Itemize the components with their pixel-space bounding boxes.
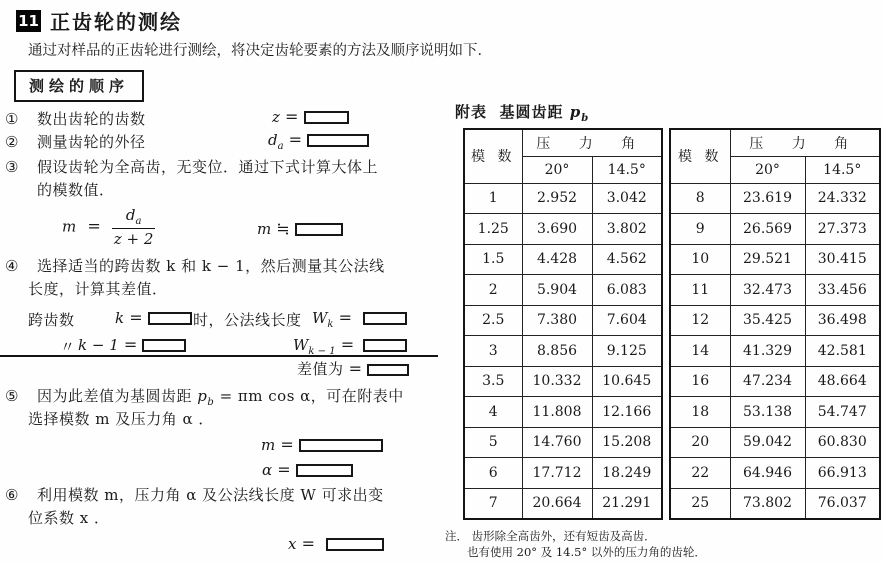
pb-14_5deg-cell: 21.291 bbox=[592, 488, 662, 519]
module-cell: 14 bbox=[670, 336, 730, 367]
section-number-badge bbox=[16, 10, 41, 32]
pb-20deg-cell: 53.138 bbox=[730, 397, 805, 428]
table-row bbox=[670, 244, 880, 275]
pb-14_5deg-cell: 3.042 bbox=[592, 183, 662, 214]
var-x: x bbox=[288, 535, 297, 553]
step3-marker: ③ bbox=[5, 158, 19, 176]
step5-text-line2: 选择模数 m 及压力角 α ． bbox=[28, 410, 214, 428]
blank-x-value bbox=[326, 538, 384, 551]
module-cell: 2.5 bbox=[464, 305, 522, 336]
pb-20deg-cell: 64.946 bbox=[730, 458, 805, 489]
pb-14_5deg-cell: 9.125 bbox=[592, 336, 662, 367]
equals-sign: = bbox=[123, 335, 138, 354]
module-column-header: 模 数 bbox=[670, 129, 730, 183]
pb-14_5deg-cell: 76.037 bbox=[805, 488, 880, 519]
blank-k-minus-1-value bbox=[142, 339, 186, 352]
step3-label-1: 假设齿轮为全高齿，无变位．通过下式计算大体上 bbox=[37, 158, 379, 176]
deg20-column-header: 20° bbox=[522, 156, 592, 183]
step5-marker: ⑤ bbox=[5, 387, 19, 405]
table-row bbox=[464, 427, 662, 458]
approx-equal-sign: ≒ bbox=[276, 219, 290, 238]
var-m: m bbox=[261, 436, 276, 454]
var-pb-title: $p_b$ bbox=[569, 103, 590, 124]
step2-text bbox=[5, 131, 146, 152]
table-row bbox=[670, 397, 880, 428]
pb-14_5deg-cell: 42.581 bbox=[805, 336, 880, 367]
pb-20deg-cell: 41.329 bbox=[730, 336, 805, 367]
step4-text-line1 bbox=[5, 255, 385, 276]
footnote-line2: 也有使用 20° 及 14.5° 以外的压力角的齿轮． bbox=[467, 544, 706, 559]
blank-alpha-value bbox=[296, 464, 353, 477]
table-row bbox=[670, 183, 880, 214]
step5-label-post: = πm cos α，可在附表中 bbox=[219, 387, 404, 405]
var-wk-minus-1: $W_{k - 1}$ bbox=[293, 336, 336, 357]
step1-text bbox=[5, 108, 146, 129]
module-cell: 1.5 bbox=[464, 244, 522, 275]
difference-label: 差值为 bbox=[297, 360, 344, 378]
table-header-row bbox=[464, 129, 662, 156]
pb-14_5deg-cell: 36.498 bbox=[805, 305, 880, 336]
pb-20deg-cell: 29.521 bbox=[730, 244, 805, 275]
footnote-line1: 注． 齿形除全高齿外，还有短齿及高齿． bbox=[445, 529, 656, 543]
pb-14_5deg-cell: 54.747 bbox=[805, 397, 880, 428]
module-cell: 16 bbox=[670, 366, 730, 397]
base-pitch-table-right bbox=[669, 128, 881, 520]
pressure-angle-header: 压 力 角 bbox=[522, 129, 662, 156]
step2-equation bbox=[268, 130, 369, 152]
blank-wk-value bbox=[363, 312, 407, 325]
pb-20deg-cell: 47.234 bbox=[730, 366, 805, 397]
appendix-table-title bbox=[455, 101, 589, 124]
pb-14_5deg-cell: 7.604 bbox=[592, 305, 662, 336]
module-cell: 1.25 bbox=[464, 214, 522, 245]
step6-text-line1 bbox=[5, 484, 384, 505]
pb-20deg-cell: 4.428 bbox=[522, 244, 592, 275]
step2-label: 测量齿轮的外径 bbox=[37, 133, 146, 151]
step6-label-1: 利用模数 m，压力角 α 及公法线长度 W 可求出变 bbox=[37, 486, 384, 504]
table-row bbox=[464, 397, 662, 428]
table-row bbox=[464, 366, 662, 397]
k-minus-1-equation bbox=[78, 335, 186, 354]
step1-equation bbox=[272, 107, 349, 126]
blank-da-value bbox=[307, 134, 369, 147]
pb-14_5deg-cell: 3.802 bbox=[592, 214, 662, 245]
pb-14_5deg-cell: 10.645 bbox=[592, 366, 662, 397]
module-cell: 25 bbox=[670, 488, 730, 519]
pb-14_5deg-cell: 27.373 bbox=[805, 214, 880, 245]
pressure-angle-header: 压 力 角 bbox=[730, 129, 880, 156]
table-row bbox=[670, 427, 880, 458]
var-wk-subscript: k bbox=[327, 319, 334, 330]
appendix-label: 附表 bbox=[455, 103, 488, 121]
deg145-column-header: 14.5° bbox=[805, 156, 880, 183]
blank-difference-value bbox=[367, 364, 409, 376]
pb-20deg-cell: 11.808 bbox=[522, 397, 592, 428]
pb-20deg-cell: 14.760 bbox=[522, 427, 592, 458]
fraction-denominator: z + 2 bbox=[113, 230, 154, 248]
module-cell: 20 bbox=[670, 427, 730, 458]
section-number: 11 bbox=[18, 12, 39, 30]
module-cell: 6 bbox=[464, 458, 522, 489]
pb-20deg-cell: 8.856 bbox=[522, 336, 592, 367]
var-z: z bbox=[272, 108, 280, 126]
m-result-equation bbox=[261, 435, 383, 454]
pb-20deg-cell: 17.712 bbox=[522, 458, 592, 489]
blank-z-value bbox=[304, 111, 349, 124]
blank-m-approx-value bbox=[295, 223, 343, 236]
appendix-title-text: 基圆齿距 bbox=[499, 103, 564, 121]
module-cell: 12 bbox=[670, 305, 730, 336]
k-equation bbox=[115, 308, 192, 327]
pb-14_5deg-cell: 48.664 bbox=[805, 366, 880, 397]
var-da: $d_a$ bbox=[268, 131, 284, 152]
table-header-row bbox=[670, 129, 880, 156]
procedure-heading-box bbox=[14, 70, 144, 102]
step1-label: 数出齿轮的齿数 bbox=[37, 110, 146, 128]
deg20-column-header: 20° bbox=[730, 156, 805, 183]
pb-14_5deg-cell: 60.830 bbox=[805, 427, 880, 458]
formula-lhs-m: m bbox=[62, 217, 77, 236]
pb-20deg-cell: 26.569 bbox=[730, 214, 805, 245]
module-column-header: 模 数 bbox=[464, 129, 522, 183]
module-cell: 3 bbox=[464, 336, 522, 367]
module-cell: 7 bbox=[464, 488, 522, 519]
table-row bbox=[464, 214, 662, 245]
step6-marker: ⑥ bbox=[5, 486, 19, 504]
table-row bbox=[464, 244, 662, 275]
equals-sign: = bbox=[301, 534, 315, 553]
module-cell: 4 bbox=[464, 397, 522, 428]
table-row bbox=[464, 336, 662, 367]
table-row bbox=[670, 366, 880, 397]
base-pitch-table-left bbox=[463, 128, 663, 520]
module-cell: 1 bbox=[464, 183, 522, 214]
span-length-label: 时，公法线长度 bbox=[193, 311, 302, 329]
fraction bbox=[112, 206, 156, 248]
equals-sign: = bbox=[288, 130, 303, 149]
pb-20deg-cell: 5.904 bbox=[522, 275, 592, 306]
footnote bbox=[445, 529, 706, 560]
step4-text-line2: 长度，计算其差值． bbox=[28, 280, 168, 298]
span-teeth-label: 跨齿数 bbox=[28, 311, 75, 329]
equals-sign: = bbox=[340, 335, 355, 354]
table-row bbox=[464, 458, 662, 489]
subtraction-rule-line bbox=[0, 355, 438, 357]
step5-text-line1 bbox=[5, 385, 404, 408]
step4-label-1: 选择适当的跨齿数 k 和 k − 1，然后测量其公法线 bbox=[37, 257, 385, 275]
blank-m-value bbox=[299, 439, 383, 452]
module-cell: 3.5 bbox=[464, 366, 522, 397]
pb-20deg-cell: 2.952 bbox=[522, 183, 592, 214]
module-cell: 9 bbox=[670, 214, 730, 245]
pb-14_5deg-cell: 24.332 bbox=[805, 183, 880, 214]
pb-14_5deg-cell: 30.415 bbox=[805, 244, 880, 275]
numerator-subscript: a bbox=[135, 216, 142, 227]
pb-14_5deg-cell: 18.249 bbox=[592, 458, 662, 489]
equals-sign: = bbox=[277, 460, 291, 479]
pb-20deg-cell: 10.332 bbox=[522, 366, 592, 397]
table-row bbox=[464, 183, 662, 214]
page-title: 正齿轮的测绘 bbox=[50, 10, 182, 34]
table-row bbox=[464, 275, 662, 306]
pb-14_5deg-cell: 12.166 bbox=[592, 397, 662, 428]
approx-lhs-m: m bbox=[257, 220, 272, 238]
wk-minus-1-equation bbox=[293, 335, 407, 357]
module-formula bbox=[62, 206, 161, 248]
step6-text-line2: 位系数 x ． bbox=[28, 509, 110, 527]
fraction-numerator: $d_a$ bbox=[112, 206, 156, 229]
pb-14_5deg-cell: 4.562 bbox=[592, 244, 662, 275]
x-result-equation bbox=[288, 534, 384, 553]
procedure-heading: 测绘的顺序 bbox=[29, 77, 130, 95]
pb-20deg-cell: 35.425 bbox=[730, 305, 805, 336]
equals-sign: = bbox=[285, 107, 299, 126]
step3-text-line2: 的模数值． bbox=[37, 181, 115, 199]
var-k: k bbox=[115, 309, 125, 327]
table-row bbox=[464, 305, 662, 336]
var-k-minus-1: k − 1 bbox=[78, 336, 119, 354]
step1-marker: ① bbox=[5, 110, 19, 128]
module-cell: 5 bbox=[464, 427, 522, 458]
deg145-column-header: 14.5° bbox=[592, 156, 662, 183]
blank-k-value bbox=[148, 312, 192, 325]
table-row bbox=[670, 488, 880, 519]
module-cell: 10 bbox=[670, 244, 730, 275]
table-row bbox=[670, 275, 880, 306]
ditto-mark: 〃 bbox=[60, 338, 76, 356]
var-da-subscript: a bbox=[277, 141, 284, 152]
blank-wk-minus-1-value bbox=[363, 339, 407, 352]
wk-equation bbox=[312, 308, 407, 330]
intro-paragraph: 通过对样品的正齿轮进行测绘，将决定齿轮要素的方法及顺序说明如下． bbox=[28, 43, 492, 59]
pb-20deg-cell: 32.473 bbox=[730, 275, 805, 306]
step2-marker: ② bbox=[5, 133, 19, 151]
table-row bbox=[670, 305, 880, 336]
table-row bbox=[670, 458, 880, 489]
module-cell: 11 bbox=[670, 275, 730, 306]
var-wk-minus-1-subscript: k − 1 bbox=[308, 346, 336, 357]
difference-equation bbox=[297, 358, 409, 379]
pb-14_5deg-cell: 33.456 bbox=[805, 275, 880, 306]
pb-20deg-cell: 23.619 bbox=[730, 183, 805, 214]
var-pb-title-subscript: b bbox=[581, 113, 590, 124]
module-cell: 2 bbox=[464, 275, 522, 306]
step5-label-pre: 因为此差值为基圆齿距 bbox=[37, 387, 193, 405]
step3-text-line1 bbox=[5, 156, 378, 177]
equals-sign: = bbox=[338, 308, 352, 327]
step4-marker: ④ bbox=[5, 257, 19, 275]
table-row bbox=[670, 214, 880, 245]
var-wk: $W_k$ bbox=[312, 309, 334, 330]
equals-sign: = bbox=[348, 359, 363, 378]
pb-14_5deg-cell: 66.913 bbox=[805, 458, 880, 489]
table-row bbox=[670, 336, 880, 367]
pb-14_5deg-cell: 6.083 bbox=[592, 275, 662, 306]
pb-14_5deg-cell: 15.208 bbox=[592, 427, 662, 458]
equals-sign: = bbox=[280, 435, 294, 454]
pb-20deg-cell: 59.042 bbox=[730, 427, 805, 458]
var-pb: $p_b$ bbox=[197, 387, 215, 408]
equals-sign: = bbox=[129, 308, 143, 327]
module-cell: 8 bbox=[670, 183, 730, 214]
pb-20deg-cell: 3.690 bbox=[522, 214, 592, 245]
alpha-result-equation bbox=[262, 460, 353, 479]
pb-20deg-cell: 7.380 bbox=[522, 305, 592, 336]
var-pb-subscript: b bbox=[207, 397, 215, 408]
table-row bbox=[464, 488, 662, 519]
pb-20deg-cell: 20.664 bbox=[522, 488, 592, 519]
equals-sign: = bbox=[87, 216, 101, 236]
module-cell: 22 bbox=[670, 458, 730, 489]
module-approx-equation bbox=[257, 219, 343, 238]
var-alpha: α bbox=[262, 461, 273, 479]
base-pitch-tables bbox=[463, 128, 881, 520]
pb-20deg-cell: 73.802 bbox=[730, 488, 805, 519]
module-cell: 18 bbox=[670, 397, 730, 428]
